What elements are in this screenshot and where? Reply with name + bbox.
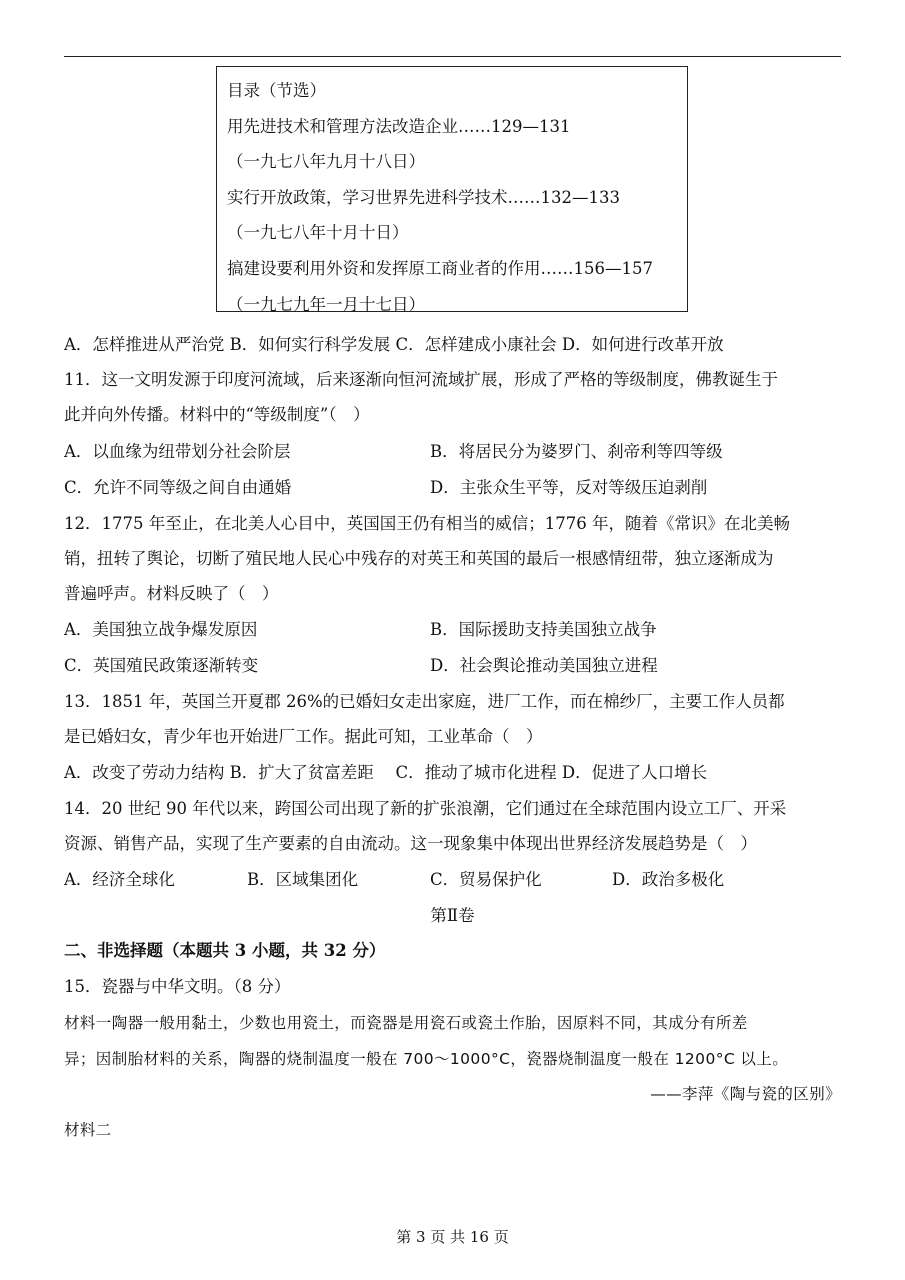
toc-entry: 用先进技术和管理方法改造企业……129—131 bbox=[227, 116, 571, 136]
q12-option-b: B．国际援助支持美国独立战争 bbox=[430, 620, 657, 639]
q14-option-c: C．贸易保护化 bbox=[430, 870, 542, 889]
q11-option-c: C．允许不同等级之间自由通婚 bbox=[64, 478, 292, 497]
q14-option-a: A．经济全球化 bbox=[64, 870, 175, 889]
toc-date: （一九七九年一月十七日） bbox=[227, 294, 425, 314]
toc-entry: 实行开放政策，学习世界先进科学技术……132—133 bbox=[227, 187, 620, 207]
q12-option-a: A．美国独立战争爆发原因 bbox=[64, 620, 258, 639]
q14-option-b: B．区域集团化 bbox=[247, 870, 359, 889]
q13-stem: 是已婚妇女，青少年也开始进厂工作。据此可知，工业革命（ ） bbox=[64, 727, 543, 746]
q15-source: ——李萍《陶与瓷的区别》 bbox=[650, 1085, 841, 1103]
q14-stem: 资源、销售产品，实现了生产要素的自由流动。这一现象集中体现出世界经济发展趋势是（ ） bbox=[64, 834, 757, 853]
q13-stem: 13．1851 年，英国兰开夏郡 26%的已婚妇女走出家庭，进厂工作，而在棉纱厂，主要工作人员都 bbox=[64, 692, 785, 711]
q15-material1: 材料一陶器一般用黏土，少数也用瓷土，而瓷器是用瓷石或瓷土作胎，因原料不同，其成分有所差 bbox=[64, 1014, 748, 1032]
q14-option-d: D．政治多极化 bbox=[612, 870, 725, 889]
q15-title: 15．瓷器与中华文明。（8 分） bbox=[64, 977, 291, 996]
q15-material1: 异；因制胎材料的关系，陶器的烧制温度一般在 700～1000°C，瓷器烧制温度一般在 1200°C 以上。 bbox=[64, 1050, 789, 1068]
toc-title: 目录（节选） bbox=[227, 81, 326, 100]
q11-option-a: A．以血缘为纽带划分社会阶层 bbox=[64, 442, 291, 461]
toc-box bbox=[216, 66, 688, 312]
toc-date: （一九七八年九月十八日） bbox=[227, 152, 425, 172]
q11-option-b: B．将居民分为婆罗门、刹帝利等四等级 bbox=[430, 442, 723, 461]
toc-date: （一九七八年十月十日） bbox=[227, 223, 409, 243]
header-rule bbox=[64, 56, 841, 57]
section-title: 第Ⅱ卷 bbox=[430, 906, 475, 925]
q12-option-c: C．英国殖民政策逐渐转变 bbox=[64, 656, 259, 675]
q12-stem: 销，扭转了舆论，切断了殖民地人民心中残存的对英王和英国的最后一根感情纽带，独立逐渐成为 bbox=[64, 549, 774, 568]
q14-stem: 14．20 世纪 90 年代以来，跨国公司出现了新的扩张浪潮，它们通过在全球范围内设立工厂、开采 bbox=[64, 799, 787, 818]
page-footer: 第 3 页 共 16 页 bbox=[396, 1228, 509, 1246]
q10-options: A．怎样推进从严治党 B．如何实行科学发展 C．怎样建成小康社会 D．如何进行改革开放 bbox=[64, 335, 724, 354]
part2-heading: 二、非选择题（本题共 3 小题，共 32 分） bbox=[64, 941, 386, 960]
toc-entry: 搞建设要利用外资和发挥原工商业者的作用……156—157 bbox=[227, 258, 653, 278]
q12-stem: 普遍呼声。材料反映了（ ） bbox=[64, 584, 279, 603]
q11-stem: 此并向外传播。材料中的“等级制度”（ ） bbox=[64, 405, 370, 424]
q12-option-d: D．社会舆论推动美国独立进程 bbox=[430, 656, 658, 675]
q13-options: A．改变了劳动力结构 B．扩大了贫富差距 C．推动了城市化进程 D．促进了人口增长 bbox=[64, 763, 708, 782]
q12-stem: 12．1775 年至止，在北美人心目中，英国国王仍有相当的威信；1776 年，随着《常识》在北美畅 bbox=[64, 514, 790, 533]
q11-stem: 11．这一文明发源于印度河流域，后来逐渐向恒河流域扩展，形成了严格的等级制度，佛教诞生于 bbox=[64, 370, 778, 389]
q11-option-d: D．主张众生平等，反对等级压迫剥削 bbox=[430, 478, 708, 497]
q15-material2-label: 材料二 bbox=[64, 1121, 112, 1139]
